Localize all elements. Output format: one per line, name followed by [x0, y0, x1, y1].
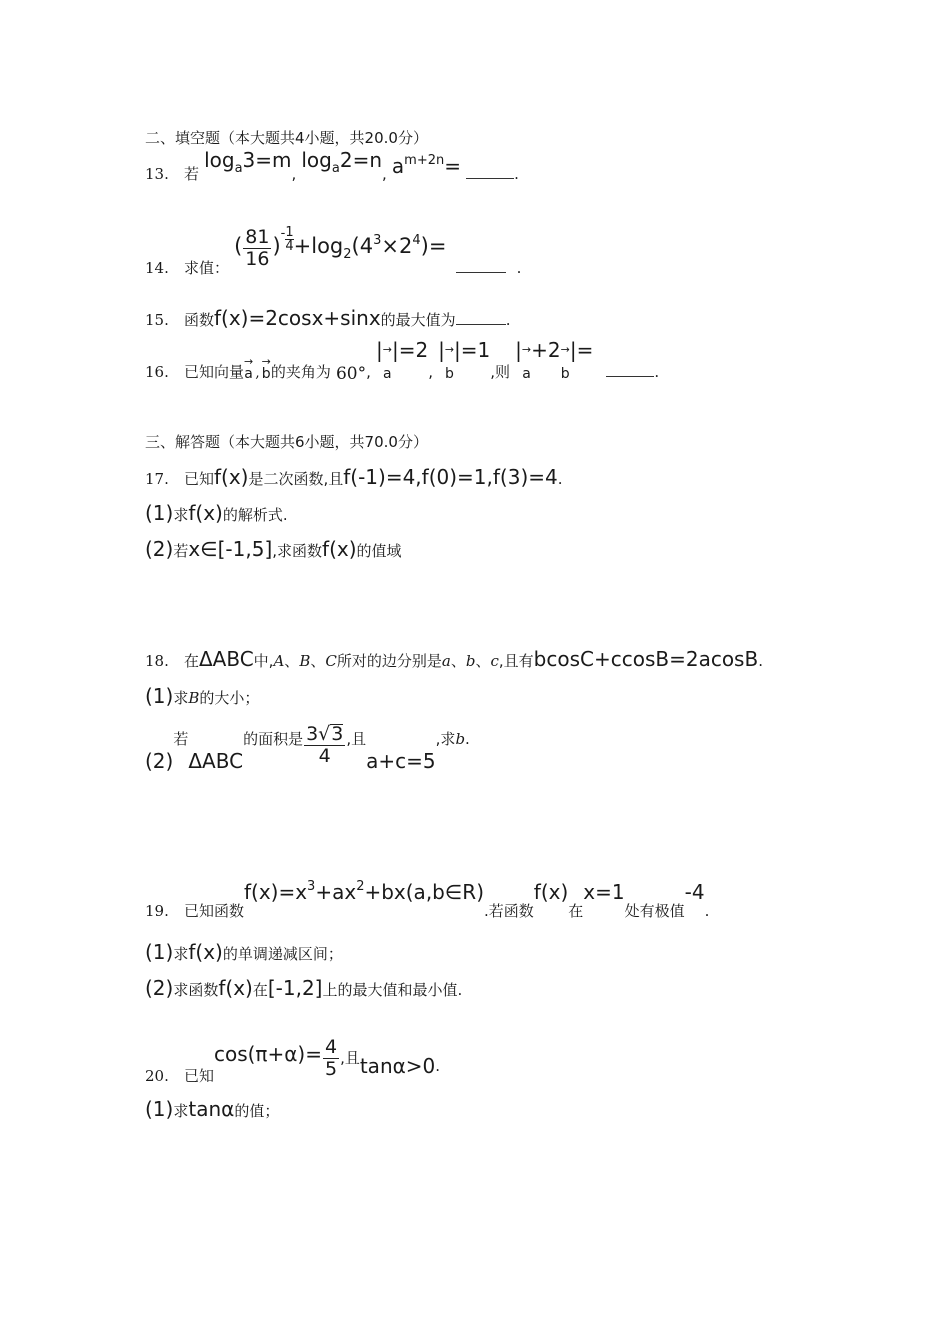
- question-18-part-2: (2)若ΔABC的面积是 $\frac{3√3}{4}$ ,且a+c=5,求b.: [145, 723, 470, 773]
- question-17-part-2: (2)若x∈[-1,5],求函数f(x)的值域: [145, 537, 402, 561]
- answer-blank: [606, 362, 654, 377]
- question-20: 20. 已知cos(π+α)= $\frac{4}{5}$ ,且tanα>0.: [145, 1036, 441, 1085]
- section-heading-solve: 三、解答题（本大题共6小题，共70.0分）: [145, 433, 428, 451]
- abs-combo: | → a +2 → b |=: [515, 338, 594, 382]
- question-17: 17. 已知f(x)是二次函数,且f(-1)=4,f(0)=1,f(3)=4.: [145, 465, 563, 489]
- area-fraction: $\frac{3√3}{4}$: [306, 723, 344, 767]
- question-20-part-1: (1)求tanα的值；: [145, 1097, 280, 1121]
- question-19-part-1: (1)求f(x)的单调递减区间；: [145, 940, 343, 964]
- question-18-part-1: (1)求B的大小；: [145, 684, 260, 708]
- question-number: 19.: [145, 902, 169, 920]
- fraction: $\frac{4}{5}$: [324, 1036, 338, 1080]
- abs-b: | → b |=1: [438, 338, 491, 382]
- question-number: 14.: [145, 259, 169, 277]
- angle: 60°: [335, 364, 367, 384]
- question-number: 18.: [145, 652, 169, 670]
- math-log: $\log_a3=m$: [204, 148, 292, 176]
- answer-blank: [466, 164, 514, 179]
- math-expression: f(x)=2cosx+sinx: [213, 306, 381, 330]
- question-number: 13.: [145, 165, 169, 183]
- question-13: 13. 若 $\log_a3=m$, $\log_a2=n$, $a^{m+2n}=$ .: [145, 148, 519, 183]
- question-16: 16. 已知向量 → a , → b 的夹角为 60°, | → a |=2, | → b |=1,则 | → a +2 → b |= .: [145, 338, 660, 384]
- answer-blank: [456, 258, 506, 273]
- question-number: 16.: [145, 363, 169, 381]
- math-expression: $f(x)=x^3+ax^2+bx(a,b\in R)$: [243, 879, 484, 904]
- question-19-part-2: (2)求函数f(x)在[-1,2]上的最大值和最小值.: [145, 976, 463, 1000]
- math-power: $a^{m+2n}=$: [391, 153, 461, 178]
- question-15: 15. 函数f(x)=2cosx+sinx的最大值为 .: [145, 306, 511, 330]
- vector-pair: → a , → b: [243, 355, 271, 382]
- question-number: 17.: [145, 470, 169, 488]
- question-number: 20.: [145, 1067, 169, 1085]
- question-19: 19. 已知函数$f(x)=x^3+ax^2+bx(a,b\in R)$.若函数f(x)在x=1处有极值-4.: [145, 879, 710, 920]
- answer-blank: [456, 310, 506, 325]
- section-heading-fill-blank: 二、填空题（本大题共4小题，共20.0分）: [145, 129, 428, 147]
- question-17-part-1: (1)求f(x)的解析式.: [145, 501, 288, 525]
- question-number: 15.: [145, 311, 169, 329]
- question-14: 14. 求值： ( $\frac{81}{16}$ ) - 1 4 $+\log_2(4^3\times 2^4)=$ .: [145, 225, 522, 277]
- math-log: $\log_a2=n$: [301, 148, 383, 176]
- math-expression: ( $\frac{81}{16}$ ) - 1 4 $+\log_2(4^3\times 2^4)=$: [234, 225, 447, 270]
- abs-a: | → a |=2: [375, 338, 429, 382]
- question-18: 18. 在ΔABC中,A、B、C所对的边分别是a、b、c,且有bcosC+ccosB=2acosB.: [145, 647, 763, 671]
